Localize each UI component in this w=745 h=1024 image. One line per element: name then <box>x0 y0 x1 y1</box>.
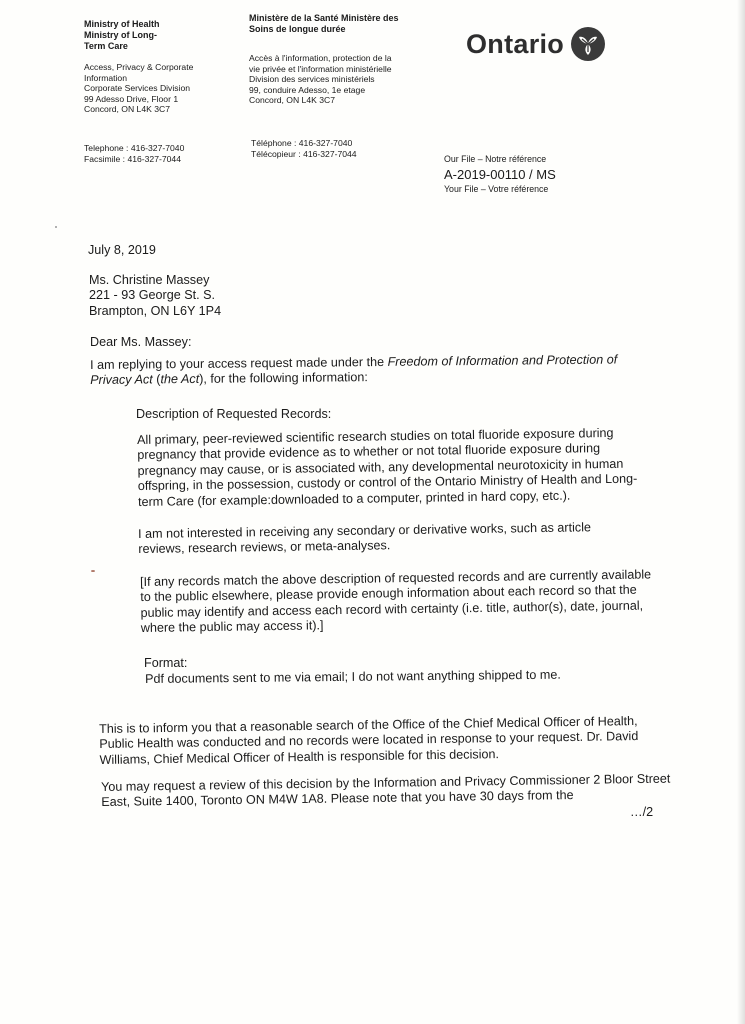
our-file-label: Our File – Notre référence <box>444 154 547 164</box>
office-line-fr: Concord, ON L4K 3C7 <box>249 95 335 106</box>
act-name: Freedom of Information and Protection of Privacy Act <box>90 352 618 388</box>
office-line-en: Information <box>84 72 127 83</box>
office-line-fr: Division des services ministériels <box>249 74 375 85</box>
file-reference <box>444 154 556 195</box>
format-label: Format: <box>144 656 188 670</box>
continuation-marker: …/2 <box>630 805 654 819</box>
fax-en: Facsimile : 416-327-7044 <box>84 153 181 164</box>
decision-paragraph: This is to inform you that a reasonable search of the Office of the Chief Medical Officer of Health, Public Health was conducted and no records were located in response to your request. Dr. David Williams, Chief Medical Officer of Health is responsible for this decision. <box>99 714 639 767</box>
recipient-street: 221 - 93 George St. S. <box>89 288 216 302</box>
recipient-city: Brampton, ON L6Y 1P4 <box>89 304 222 318</box>
intro-text: ( <box>152 372 161 387</box>
intro-paragraph <box>90 352 658 389</box>
format-value: Pdf documents sent to me via email; I do not want anything shipped to me. <box>145 667 561 686</box>
our-file-number: A-2019-00110 / MS <box>444 167 556 182</box>
header-french <box>249 13 424 106</box>
ministry-name-fr-2: Soins de longue durée <box>249 24 346 34</box>
request-paragraph-3: [If any records match the above description of requested records and are currently available to the public elsewhere, please provide enough information about each record so that the public may identify and access each record with certainty (i.e. title, author(s), date, journal, where the public may access it).] <box>140 567 652 636</box>
letter-date: July 8, 2019 <box>88 243 156 257</box>
ministry-name-en-3: Term Care <box>84 41 128 51</box>
office-line-en: Concord, ON L4K 3C7 <box>84 104 170 115</box>
scan-speck <box>55 226 57 228</box>
ontario-wordmark: Ontario <box>466 28 565 59</box>
telephone-en: Telephone : 416-327-7040 <box>84 143 185 153</box>
office-line-fr: vie privée et l'information ministérielle <box>249 63 392 74</box>
header-english <box>84 19 234 115</box>
scan-edge-shadow <box>737 0 745 1024</box>
contact-fr <box>251 138 357 159</box>
review-paragraph: You may request a review of this decision by the Information and Privacy Commissioner 2 Bloor Street East, Suite 1400, Toronto ON M4W 1A8. Please note that you have 30 days from the <box>101 771 671 810</box>
request-paragraph-1: All primary, peer-reviewed scientific research studies on total fluoride exposure during pregnancy that provide evidence as to whether or not total fluoride exposure during pregnancy may cause, or is associated with, any developmental neurotoxicity in human offspring, in the possession, custody or control of the Ontario Ministry of Health and Long-term Care (for example:downloaded to a computer, printed in hard copy, etc.). <box>137 425 638 509</box>
recipient-name: Ms. Christine Massey <box>89 273 210 287</box>
ministry-name-en-1: Ministry of Health <box>84 19 160 29</box>
trillium-icon <box>570 26 606 62</box>
ministry-name-en-2: Ministry of Long- <box>84 30 157 40</box>
scan-speck <box>91 570 95 572</box>
contact-en <box>84 143 184 164</box>
office-line-fr: Accès à l'information, protection de la <box>249 53 392 63</box>
office-line-en: 99 Adesso Drive, Floor 1 <box>84 93 179 104</box>
fax-fr: Télécopieur : 416-327-7044 <box>251 148 357 159</box>
office-line-en: Access, Privacy & Corporate <box>84 62 194 72</box>
your-file-label: Your File – Votre référence <box>444 184 549 194</box>
office-line-fr: 99, conduire Adesso, 1e etage <box>249 84 366 95</box>
ministry-name-fr-1: Ministère de la Santé Ministère des <box>249 13 399 23</box>
act-short-name: the Act <box>160 372 200 387</box>
request-paragraph-2: I am not interested in receiving any secondary or derivative works, such as article reviews, research reviews, or meta-analyses. <box>138 520 592 557</box>
intro-text: I am replying to your access request made under the <box>90 354 388 372</box>
intro-text: ), for the following information: <box>199 370 368 387</box>
salutation: Dear Ms. Massey: <box>90 335 192 349</box>
office-line-en: Corporate Services Division <box>84 83 191 94</box>
request-heading: Description of Requested Records: <box>136 407 332 421</box>
telephone-fr: Téléphone : 416-327-7040 <box>251 138 353 148</box>
ontario-logo <box>466 26 606 62</box>
